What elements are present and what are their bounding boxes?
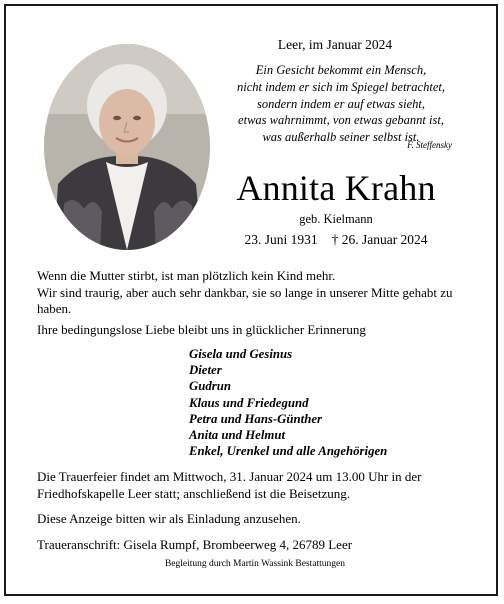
family-member: Petra und Hans-Günther xyxy=(189,411,322,426)
family-member: Enkel, Urenkel und alle Angehörigen xyxy=(189,444,388,459)
family-member: Anita und Helmut xyxy=(189,428,286,443)
place-date: Leer, im Januar 2024 xyxy=(277,37,393,52)
life-dates xyxy=(212,232,460,248)
family-member: Gudrun xyxy=(189,379,231,394)
invitation-text: Diese Anzeige bitten wir als Einladung anzusehen. xyxy=(37,511,301,526)
birth-name: geb. Kielmann xyxy=(299,212,373,226)
remembrance-text: Ihre bedingungslose Liebe bleibt uns in glücklicher Erinnerung xyxy=(37,322,366,337)
portrait-photo xyxy=(44,44,210,250)
family-list xyxy=(189,346,387,459)
intro-line-1: Wenn die Mutter stirbt, ist man plötzlich kein Kind mehr. xyxy=(37,268,336,283)
family-member: Klaus und Friedegund xyxy=(189,395,309,410)
death-date: † 26. Januar 2024 xyxy=(331,232,428,247)
poem-line: was außerhalb seiner selbst ist. xyxy=(262,130,420,145)
family-member: Gisela und Gesinus xyxy=(189,347,293,361)
poem-line: etwas wahrnimmt, von etwas gebannt ist, xyxy=(238,113,444,128)
funeral-text: Die Trauerfeier findet am Mittwoch, 31. Januar 2024 um 13.00 Uhr in der Friedhofskapelle Leer statt; anschließend ist die Beisetzung. xyxy=(37,469,422,501)
intro-line-2: Wir sind traurig, aber auch sehr dankbar, sie so lange in unserer Mitte gehabt zu haben. xyxy=(37,284,453,316)
deceased-name: Annita Krahn xyxy=(236,168,436,208)
poem-line: sondern indem er auf etwas sieht, xyxy=(256,96,426,111)
intro-text xyxy=(37,268,477,318)
poem xyxy=(206,62,476,146)
birth-date: 23. Juni 1931 xyxy=(244,232,318,247)
poem-line: nicht indem er sich im Spiegel betrachtet, xyxy=(237,79,445,94)
address-text: Traueranschrift: Gisela Rumpf, Brombeerweg 4, 26789 Leer xyxy=(37,537,353,552)
undertaker-credit: Begleitung durch Martin Wassink Bestattungen xyxy=(164,559,346,569)
poem-author: F. Steffensky xyxy=(407,140,452,150)
poem-line: Ein Gesicht bekommt ein Mensch, xyxy=(255,63,427,77)
family-member: Dieter xyxy=(189,363,222,378)
